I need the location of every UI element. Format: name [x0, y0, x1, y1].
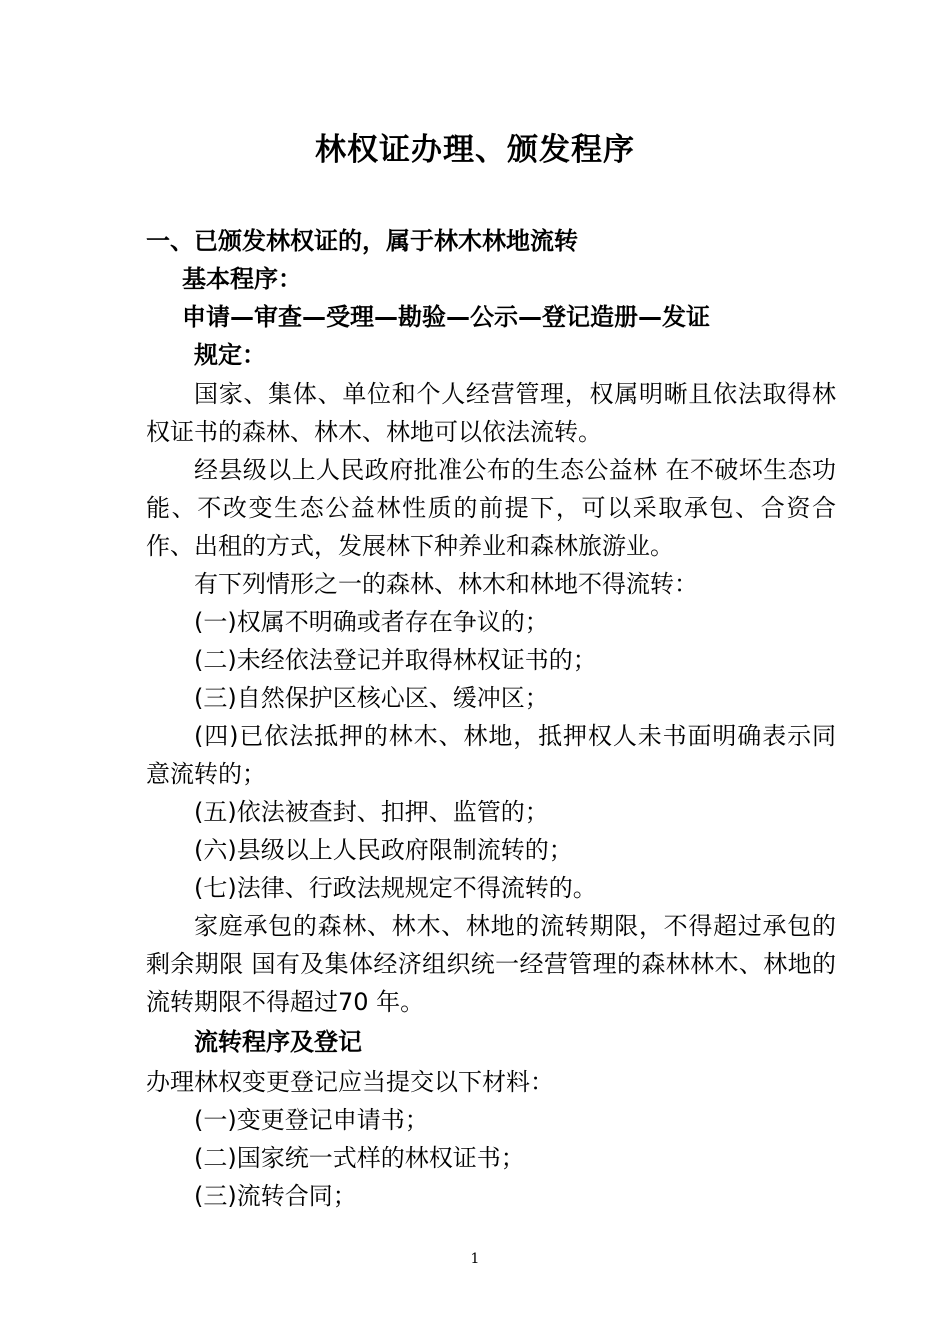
paragraph: 国家、集体、单位和个人经营管理，权属明晰且依法取得林权证书的森林、林木、林地可以依法流转。 — [146, 380, 836, 446]
list-item: (四)已依法抵押的林木、林地，抵押权人未书面明确表示同意流转的； — [146, 722, 836, 788]
rules-label: 规定： — [194, 341, 266, 369]
list-item: (七)法律、行政法规规定不得流转的。 — [194, 874, 597, 902]
list-item: (六)县级以上人民政府限制流转的； — [194, 836, 573, 864]
list-item: (一)变更登记申请书； — [194, 1106, 429, 1134]
materials-intro: 办理林权变更登记应当提交以下材料： — [146, 1068, 554, 1096]
page-number: 1 — [470, 1251, 480, 1267]
list-item: (三)自然保护区核心区、缓冲区； — [194, 684, 549, 712]
page-title: 林权证办理、颁发程序 — [315, 132, 635, 168]
list-item: (三)流转合同； — [194, 1182, 357, 1210]
list-item: (二)国家统一式样的林权证书； — [194, 1144, 525, 1172]
list-item: (五)依法被查封、扣押、监管的； — [194, 798, 549, 826]
section-heading: 一、已颁发林权证的，属于林木林地流转 — [146, 227, 578, 255]
procedure-steps: 申请—审查—受理—勘验—公示—登记造册—发证 — [182, 303, 710, 331]
list-item: (二)未经依法登记并取得林权证书的； — [194, 646, 597, 674]
transfer-heading: 流转程序及登记 — [194, 1028, 362, 1056]
basic-procedure-label: 基本程序： — [182, 265, 302, 293]
list-item: (一)权属不明确或者存在争议的； — [194, 608, 549, 636]
paragraph: 有下列情形之一的森林、林木和林地不得流转： — [194, 570, 698, 598]
paragraph: 家庭承包的森林、林木、林地的流转期限，不得超过承包的剩余期限 国有及集体经济组织统一经营管理的森林林木、林地的流转期限不得超过70 年。 — [146, 912, 836, 1016]
paragraph: 经县级以上人民政府批准公布的生态公益林 在不破坏生态功能、不改变生态公益林性质的前提下，可以采取承包、合资合作、出租的方式，发展林下种养业和森林旅游业。 — [146, 456, 836, 560]
